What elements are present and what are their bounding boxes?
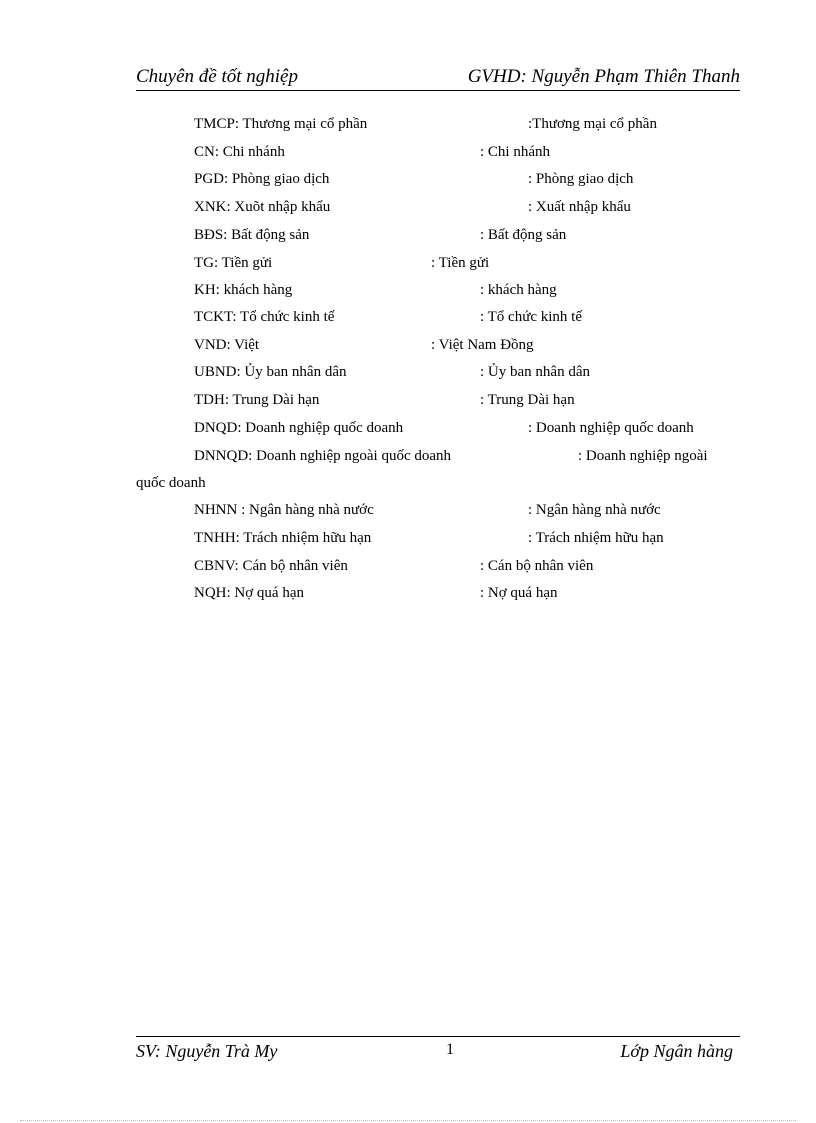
abbreviation-definition: : Trung Dài hạn	[480, 392, 575, 408]
abbreviation-term: KH: khách hàng	[194, 282, 293, 298]
abbreviation-term: TNHH: Trách nhiệm hữu hạn	[194, 530, 372, 546]
footer-class: Lớp Ngân hàng	[620, 1041, 733, 1061]
abbreviation-definition: : Bất động sản	[480, 227, 567, 243]
header-right-advisor: GVHD: Nguyễn Phạm Thiên Thanh	[467, 66, 740, 87]
abbreviation-definition: : Xuất nhập khẩu	[528, 199, 631, 215]
abbreviation-definition: :Thương mại cổ phần	[528, 116, 657, 132]
abbreviation-term: BĐS: Bất động sản	[194, 227, 310, 243]
abbreviation-definition: : Chi nhánh	[480, 144, 550, 160]
abbreviation-term: TMCP: Thương mại cổ phần	[194, 116, 368, 132]
abbreviation-term: DNNQD: Doanh nghiệp ngoài quốc doanh	[194, 448, 452, 464]
abbreviation-definition: : Phòng giao dịch	[528, 171, 634, 187]
abbreviation-term: CBNV: Cán bộ nhân viên	[194, 558, 348, 574]
header-left-title: Chuyên đề tốt nghiệp	[136, 66, 298, 87]
abbreviation-definition: : Ủy ban nhân dân	[480, 364, 590, 380]
abbreviation-term: UBND: Ủy ban nhân dân	[194, 364, 347, 380]
abbreviation-term: TG: Tiền gửi	[194, 255, 273, 271]
abbreviation-term: TDH: Trung Dài hạn	[194, 392, 320, 408]
abbreviation-term: NQH: Nợ quá hạn	[194, 585, 304, 601]
abbreviation-term: VND: Việt	[194, 337, 260, 353]
page-header	[136, 66, 740, 91]
abbreviation-term: DNQD: Doanh nghiệp quốc doanh	[194, 420, 404, 436]
abbreviation-definition: : Ngân hàng nhà nước	[528, 502, 661, 518]
abbreviation-term: NHNN : Ngân hàng nhà nước	[194, 502, 374, 518]
abbreviation-definition: : Doanh nghiệp ngoài	[578, 448, 708, 464]
abbreviation-definition: : Nợ quá hạn	[480, 585, 558, 601]
abbreviation-definition: : Tổ chức kinh tế	[480, 309, 582, 325]
abbreviation-term: TCKT: Tổ chức kinh tế	[194, 309, 335, 325]
abbreviation-term: PGD: Phòng giao dịch	[194, 171, 330, 187]
page-bottom-border	[20, 1120, 796, 1121]
abbreviation-definition: : Doanh nghiệp quốc doanh	[528, 420, 694, 436]
footer-student: SV: Nguyễn Trà My	[136, 1041, 278, 1061]
abbreviation-term: CN: Chi nhánh	[194, 144, 285, 160]
abbreviation-definition: : Việt Nam Đồng	[431, 337, 534, 353]
abbreviation-definition: : Tiền gửi	[431, 255, 490, 271]
abbreviation-definition-wrap: quốc doanh	[136, 475, 206, 491]
page-number: 1	[446, 1041, 454, 1058]
abbreviation-definition: : Cán bộ nhân viên	[480, 558, 594, 574]
abbreviation-definition: : khách hàng	[480, 282, 557, 298]
abbreviation-definition: : Trách nhiệm hữu hạn	[528, 530, 664, 546]
abbreviation-term: XNK: Xuõt nhập khẩu	[194, 199, 331, 215]
footer-rule	[136, 1036, 740, 1037]
